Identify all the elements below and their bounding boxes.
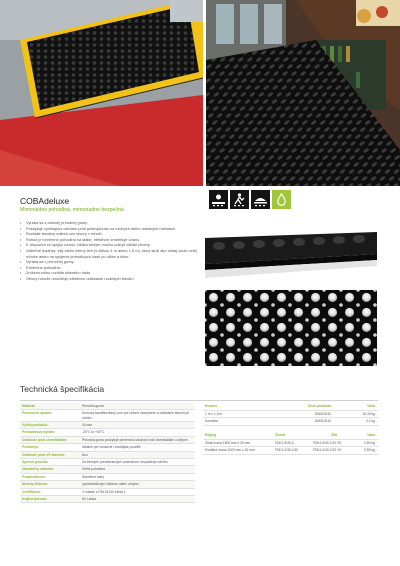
spec-key: Krajina pôvodu: (22, 496, 48, 501)
spec-key: Materiál: (22, 404, 36, 408)
list-item: • Voliteľné doplnky: žltý alebo čierny lem (s dĺžkou 1 m alebo 1,5 m), ktorý slúži ako ostraj okolo celej rohože alebo na spojenie jednotlivých častí po dĺžke a šírke. (20, 248, 202, 259)
table-row (203, 418, 379, 426)
table-cell: 15,40 kg (362, 411, 375, 416)
spec-section-title: Technická špecifikácia (20, 384, 105, 394)
feature-list (20, 220, 202, 282)
table-cell: Konektor (205, 419, 219, 423)
spec-value: 16 mm (82, 422, 93, 427)
list-item: • Zníženo riziko rozbitia skleného riadu. (20, 270, 202, 276)
column-header: Edging (205, 433, 217, 437)
table-row (203, 447, 379, 455)
spec-value: vysokotlakovým čističom alebo umytím (82, 482, 139, 487)
spec-value: V súlade s DIN 51130 trieda 1 (82, 489, 126, 494)
table-cell: 0,2 kg (366, 419, 375, 423)
table-row (20, 444, 195, 451)
spec-value: Ideálne pre vnútorné i vonkajšie použitie (82, 445, 141, 450)
spec-value: Za bežných prevádzkových podmienok nevyžaduje údržbu (82, 459, 168, 464)
spec-key: Výška produktu: (22, 422, 48, 427)
table-cell: Podlahá hrana 1000 mm x 30 mm (205, 448, 255, 452)
table-cell: 0,80 kg (364, 440, 375, 445)
section-divider (20, 400, 378, 401)
table-row (20, 452, 195, 459)
list-item: • Poskytuje vynikajúcu ochranu proti pošmyknutiu na mokrých alebo mastných miestach. (20, 226, 202, 232)
table-header (203, 432, 379, 440)
table-cell: FDK1.0/30-C30-YE (313, 448, 342, 452)
column-header: Váha (367, 404, 375, 408)
spec-value: Stavebné tvary (82, 474, 104, 479)
table-row (20, 466, 195, 473)
table-row (20, 496, 195, 503)
table-header (203, 403, 379, 411)
table-row (20, 474, 195, 481)
list-item: • Otvory rohože umožňujú efektívne odtekanie rozliatych tekutín. (20, 276, 202, 282)
table-cell: FDK1.5/30-C (275, 440, 295, 445)
table-row (20, 459, 195, 466)
table-cell: DM010010 (314, 411, 331, 416)
spec-key: Povrchová úprava: (22, 411, 52, 416)
table-cell: 0,50 kg (364, 448, 375, 452)
list-item: • Vyrába sa z odolnej prírodnej gumy. (20, 220, 202, 226)
list-item: • Rozlialie tekutiny odtečú cez otvory v rohoži. (20, 231, 202, 237)
spec-value: Prírodná guma poskytuje primeranú odolnosť voči chemikáliám a olejom (82, 437, 188, 442)
spec-key: Odolnosť proti chemikáliám: (22, 437, 67, 442)
product-photo-mat-closeup (205, 290, 377, 366)
spec-key: Certifikácia: (22, 489, 41, 494)
table-row (203, 440, 379, 448)
size-table (203, 403, 379, 426)
edging-table (203, 432, 379, 455)
spec-value: Áno (82, 452, 88, 457)
table-row (20, 489, 195, 496)
spec-value: Veľmi pohodlná (82, 467, 105, 472)
product-photo-bar-interior (206, 0, 400, 186)
table-cell: 1 m x 1,5 m (205, 411, 223, 416)
slip-resistance-icon (209, 190, 228, 209)
product-photo-mat-edge (205, 224, 377, 284)
list-item: • Rohož je extrémne pohodlná na státie, efektívne zmierňuje únavu. (20, 237, 202, 243)
column-header: Číslo produktu (307, 404, 331, 408)
product-title: COBAdeluxe (20, 196, 70, 206)
spec-key: Udržateľný materiál: (22, 467, 54, 472)
spec-key: Protišmyk: (22, 445, 40, 450)
anti-fatigue-icon (230, 190, 249, 209)
list-item: • Extrémne pohodlná. (20, 265, 202, 271)
table-row (203, 411, 379, 419)
product-tagline: Mimoriadne pohodlná, mimoriadne bezpečná (20, 207, 124, 213)
product-photo-floor-mat (0, 0, 203, 186)
column-header: Váha (367, 433, 375, 437)
table-row (20, 437, 195, 444)
table-row (20, 429, 195, 436)
spec-key: Metóda čistenia: (22, 482, 48, 487)
table-row (20, 422, 195, 429)
list-item: • Vyrába sa z prírodnej gumy. (20, 259, 202, 265)
column-header: Žltá (331, 433, 337, 437)
table-cell: FDK1.5/30-C30-YE (313, 440, 342, 445)
spec-value: -20°C to +60°C (82, 430, 105, 435)
spec-key: Odolnosť proti UV žiareniu: (22, 452, 66, 457)
table-row (20, 410, 195, 422)
list-item: • K dispozícii so spojky rohoží, vďaka ktorým možno pokryť väčšie plochy. (20, 242, 202, 248)
oil-drop-icon (272, 190, 291, 209)
table-row (20, 403, 195, 410)
column-header: Čierna (275, 433, 286, 437)
spec-value: Prírodná guma (82, 404, 104, 408)
spec-value: Sri Lanka (82, 496, 96, 501)
spec-value: Kruhový kanálikovitaný vzor pre účinné zachytenie a odtekanie tekutín pri chôdzi (82, 411, 190, 420)
table-cell: FDK1.0/30-C30 (275, 448, 298, 452)
property-icons (209, 190, 291, 209)
wet-area-icon (251, 190, 270, 209)
table-cell: DM010010 (314, 419, 331, 423)
column-header: Rozmer (205, 404, 218, 408)
table-cell: Čistá hrana 1500 mm x 30 mm (205, 440, 251, 445)
spec-key: Prispôsobenie: (22, 474, 46, 479)
table-row (20, 481, 195, 488)
spec-key: Spôsob použitia: (22, 459, 49, 464)
spec-key: Prevádzková teplota: (22, 430, 55, 435)
spec-table (20, 403, 195, 503)
